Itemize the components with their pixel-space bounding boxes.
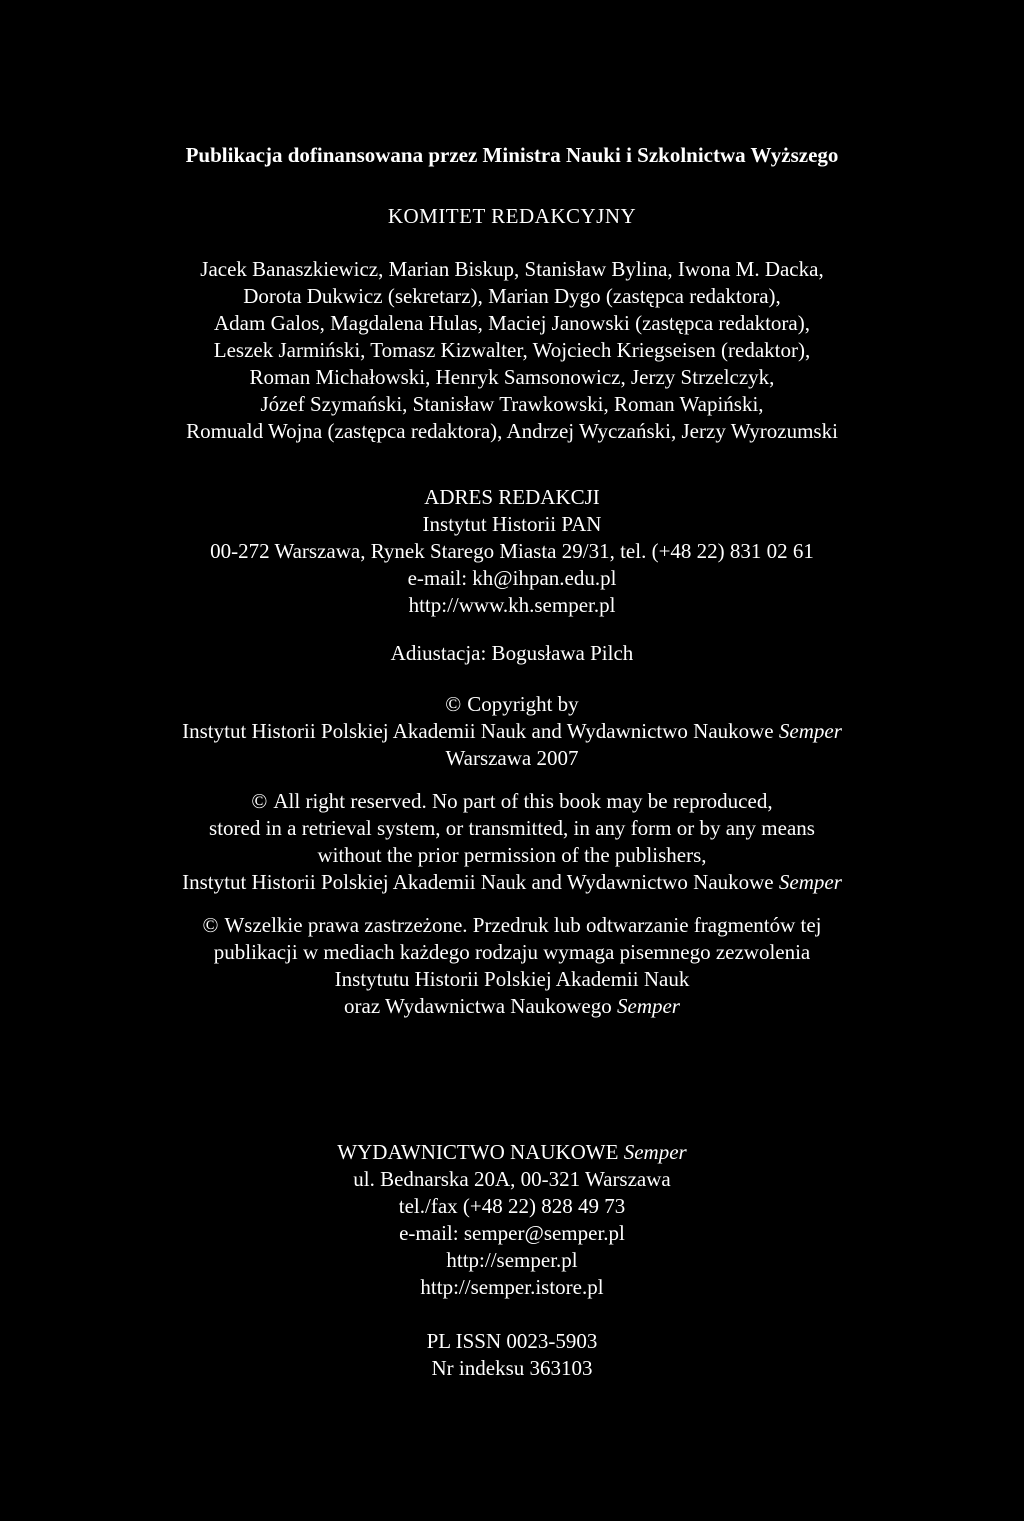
rights-en-line-2: stored in a retrieval system, or transmitted, in any form or by any means bbox=[209, 816, 815, 840]
rights-en-line-1: © All right reserved. No part of this book may be reproduced, bbox=[251, 789, 773, 813]
copyediting-credit bbox=[0, 640, 1024, 667]
address-title: ADRES REDAKCJI bbox=[424, 485, 600, 509]
publisher-website-2: http://semper.istore.pl bbox=[420, 1275, 604, 1299]
issn-info bbox=[0, 1328, 1024, 1382]
committee-line: Romuald Wojna (zastępca redaktora), Andrzej Wyczański, Jerzy Wyrozumski bbox=[186, 419, 838, 443]
publisher-info bbox=[0, 1139, 1024, 1301]
copyright-line-1: © Copyright by bbox=[445, 692, 579, 716]
copyright-line-2: Instytut Historii Polskiej Akademii Nauk and Wydawnictwo Naukowe Semper bbox=[182, 719, 842, 743]
address-email: e-mail: kh@ihpan.edu.pl bbox=[407, 566, 617, 590]
editorial-address bbox=[0, 484, 1024, 619]
address-institute: Instytut Historii PAN bbox=[422, 512, 602, 536]
index-number: Nr indeksu 363103 bbox=[431, 1356, 593, 1380]
committee-title: KOMITET REDAKCYJNY bbox=[387, 204, 637, 228]
committee-line: Jacek Banaszkiewicz, Marian Biskup, Stanisław Bylina, Iwona M. Dacka, bbox=[200, 257, 824, 281]
funding-note bbox=[0, 142, 1024, 169]
committee-line: Józef Szymański, Stanisław Trawkowski, Roman Wapiński, bbox=[260, 392, 764, 416]
rights-polish bbox=[0, 912, 1024, 1020]
copyright-icon: © bbox=[445, 692, 462, 716]
semper-brand: Semper bbox=[623, 1140, 687, 1164]
address-website: http://www.kh.semper.pl bbox=[408, 593, 616, 617]
rights-pl-line-2: publikacji w mediach każdego rodzaju wymaga pisemnego zezwolenia bbox=[213, 940, 811, 964]
publisher-website-1: http://semper.pl bbox=[446, 1248, 578, 1272]
semper-brand: Semper bbox=[617, 994, 680, 1018]
committee-line: Leszek Jarmiński, Tomasz Kizwalter, Wojciech Kriegseisen (redaktor), bbox=[213, 338, 811, 362]
copyright-icon: © bbox=[251, 789, 268, 813]
editorial-committee bbox=[0, 203, 1024, 230]
address-street: 00-272 Warszawa, Rynek Starego Miasta 29/31, tel. (+48 22) 831 02 61 bbox=[210, 539, 814, 563]
publisher-name: WYDAWNICTWO NAUKOWE Semper bbox=[337, 1140, 687, 1164]
committee-line: Roman Michałowski, Henryk Samsonowicz, Jerzy Strzelczyk, bbox=[249, 365, 775, 389]
issn-text: PL ISSN 0023-5903 bbox=[426, 1329, 598, 1353]
committee-members bbox=[0, 256, 1024, 445]
semper-brand: Semper bbox=[778, 719, 842, 743]
funding-note-text: Publikacja dofinansowana przez Ministra Nauki i Szkolnictwa Wyższego bbox=[185, 143, 839, 167]
copyright-icon: © bbox=[202, 913, 219, 937]
publisher-street: ul. Bednarska 20A, 00-321 Warszawa bbox=[353, 1167, 671, 1191]
semper-brand: Semper bbox=[778, 870, 842, 894]
rights-pl-line-3: Instytutu Historii Polskiej Akademii Nauk bbox=[334, 967, 690, 991]
copyright-line-3: Warszawa 2007 bbox=[445, 746, 579, 770]
copyediting-text: Adiustacja: Bogusława Pilch bbox=[390, 641, 634, 665]
publisher-email: e-mail: semper@semper.pl bbox=[399, 1221, 625, 1245]
rights-en-line-4: Instytut Historii Polskiej Akademii Nauk and Wydawnictwo Naukowe Semper bbox=[182, 870, 842, 894]
rights-english bbox=[0, 788, 1024, 896]
committee-line: Adam Galos, Magdalena Hulas, Maciej Janowski (zastępca redaktora), bbox=[214, 311, 810, 335]
rights-pl-line-1: © Wszelkie prawa zastrzeżone. Przedruk lub odtwarzanie fragmentów tej bbox=[202, 913, 822, 937]
rights-en-line-3: without the prior permission of the publishers, bbox=[317, 843, 707, 867]
rights-pl-line-4: oraz Wydawnictwa Naukowego Semper bbox=[344, 994, 680, 1018]
copyright-section bbox=[0, 691, 1024, 772]
publisher-phone: tel./fax (+48 22) 828 49 73 bbox=[398, 1194, 626, 1218]
committee-line: Dorota Dukwicz (sekretarz), Marian Dygo (zastępca redaktora), bbox=[243, 284, 781, 308]
